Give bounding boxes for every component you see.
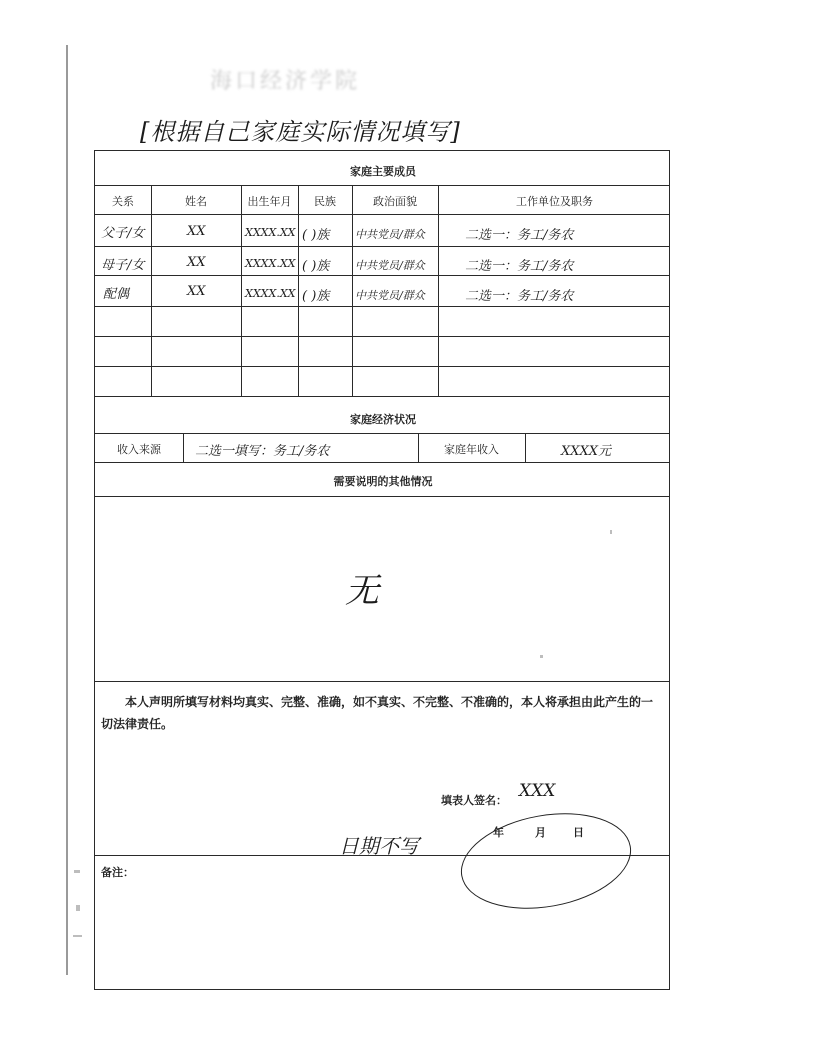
row1-birth: XXXX.XX <box>245 226 296 239</box>
date-month: 月 <box>535 826 546 839</box>
col-divider <box>241 185 242 396</box>
date-year: 年 <box>493 826 504 839</box>
other-value: 无 <box>345 571 379 611</box>
scan-edge <box>66 45 68 975</box>
economy-section-title: 家庭经济状况 <box>350 413 416 426</box>
rule <box>95 336 669 337</box>
rule <box>95 681 669 682</box>
row2-employer: 二选一：务工/务农 <box>465 259 574 274</box>
rule <box>95 433 669 434</box>
rule <box>95 462 669 463</box>
row3-employer: 二选一：务工/务农 <box>465 289 574 304</box>
col-divider <box>438 185 439 396</box>
signature-value: XXX <box>519 781 556 801</box>
rule <box>95 214 669 215</box>
scan-noise <box>610 530 612 534</box>
col-divider <box>183 433 184 462</box>
signature-label: 填表人签名： <box>441 794 507 807</box>
ghost-title: 海口经济学院 <box>210 69 361 94</box>
scan-noise <box>76 905 80 911</box>
rule <box>95 366 669 367</box>
row2-political: 中共党员/群众 <box>355 259 425 272</box>
rule <box>95 396 669 397</box>
col-divider <box>151 185 152 396</box>
row1-name: XX <box>187 224 206 239</box>
header-relation: 关系 <box>112 195 134 208</box>
rule <box>95 275 669 276</box>
income-source-value: 二选一填写：务工/务农 <box>195 444 330 459</box>
scan-noise <box>74 870 80 873</box>
row1-ethnicity: ( )族 <box>302 228 330 243</box>
header-political: 政治面貌 <box>373 195 417 208</box>
row1-employer: 二选一：务工/务农 <box>465 228 574 243</box>
header-ethnicity: 民族 <box>314 195 336 208</box>
annual-income-value: XXXX元 <box>561 444 612 459</box>
col-divider <box>352 185 353 396</box>
row1-political: 中共党员/群众 <box>355 228 425 241</box>
declaration-text: 本人声明所填写材料均真实、完整、准确，如不真实、不完整、不准确的，本人将承担由此产生的一切法律责任。 <box>101 695 654 731</box>
row3-birth: XXXX.XX <box>245 287 296 300</box>
rule <box>95 306 669 307</box>
header-name: 姓名 <box>185 195 207 208</box>
row3-political: 中共党员/群众 <box>355 289 425 302</box>
rule <box>95 496 669 497</box>
header-birth: 出生年月 <box>247 195 292 208</box>
handwritten-instruction: [根据自己家庭实际情况填写] <box>140 118 461 146</box>
other-section-title: 需要说明的其他情况 <box>333 475 433 488</box>
annual-income-label: 家庭年收入 <box>444 443 499 456</box>
row2-name: XX <box>187 255 206 270</box>
date-day: 日 <box>573 826 584 839</box>
row3-name: XX <box>187 284 206 299</box>
income-source-label: 收入来源 <box>117 443 161 456</box>
date-note: 日期不写 <box>339 834 419 858</box>
row2-birth: XXXX.XX <box>245 257 296 270</box>
rule <box>95 185 669 186</box>
row3-relation: 配偶 <box>103 287 130 302</box>
header-employer: 工作单位及职务 <box>516 195 593 208</box>
rule <box>95 246 669 247</box>
row2-relation: 母子/女 <box>101 258 145 273</box>
col-divider <box>525 433 526 462</box>
col-divider <box>298 185 299 396</box>
row3-ethnicity: ( )族 <box>302 289 330 304</box>
row2-ethnicity: ( )族 <box>302 259 330 274</box>
remarks-label: 备注： <box>101 866 134 879</box>
members-section-title: 家庭主要成员 <box>350 165 416 178</box>
scan-noise <box>540 655 543 658</box>
scan-noise <box>73 935 82 937</box>
row1-relation: 父子/女 <box>101 226 145 241</box>
